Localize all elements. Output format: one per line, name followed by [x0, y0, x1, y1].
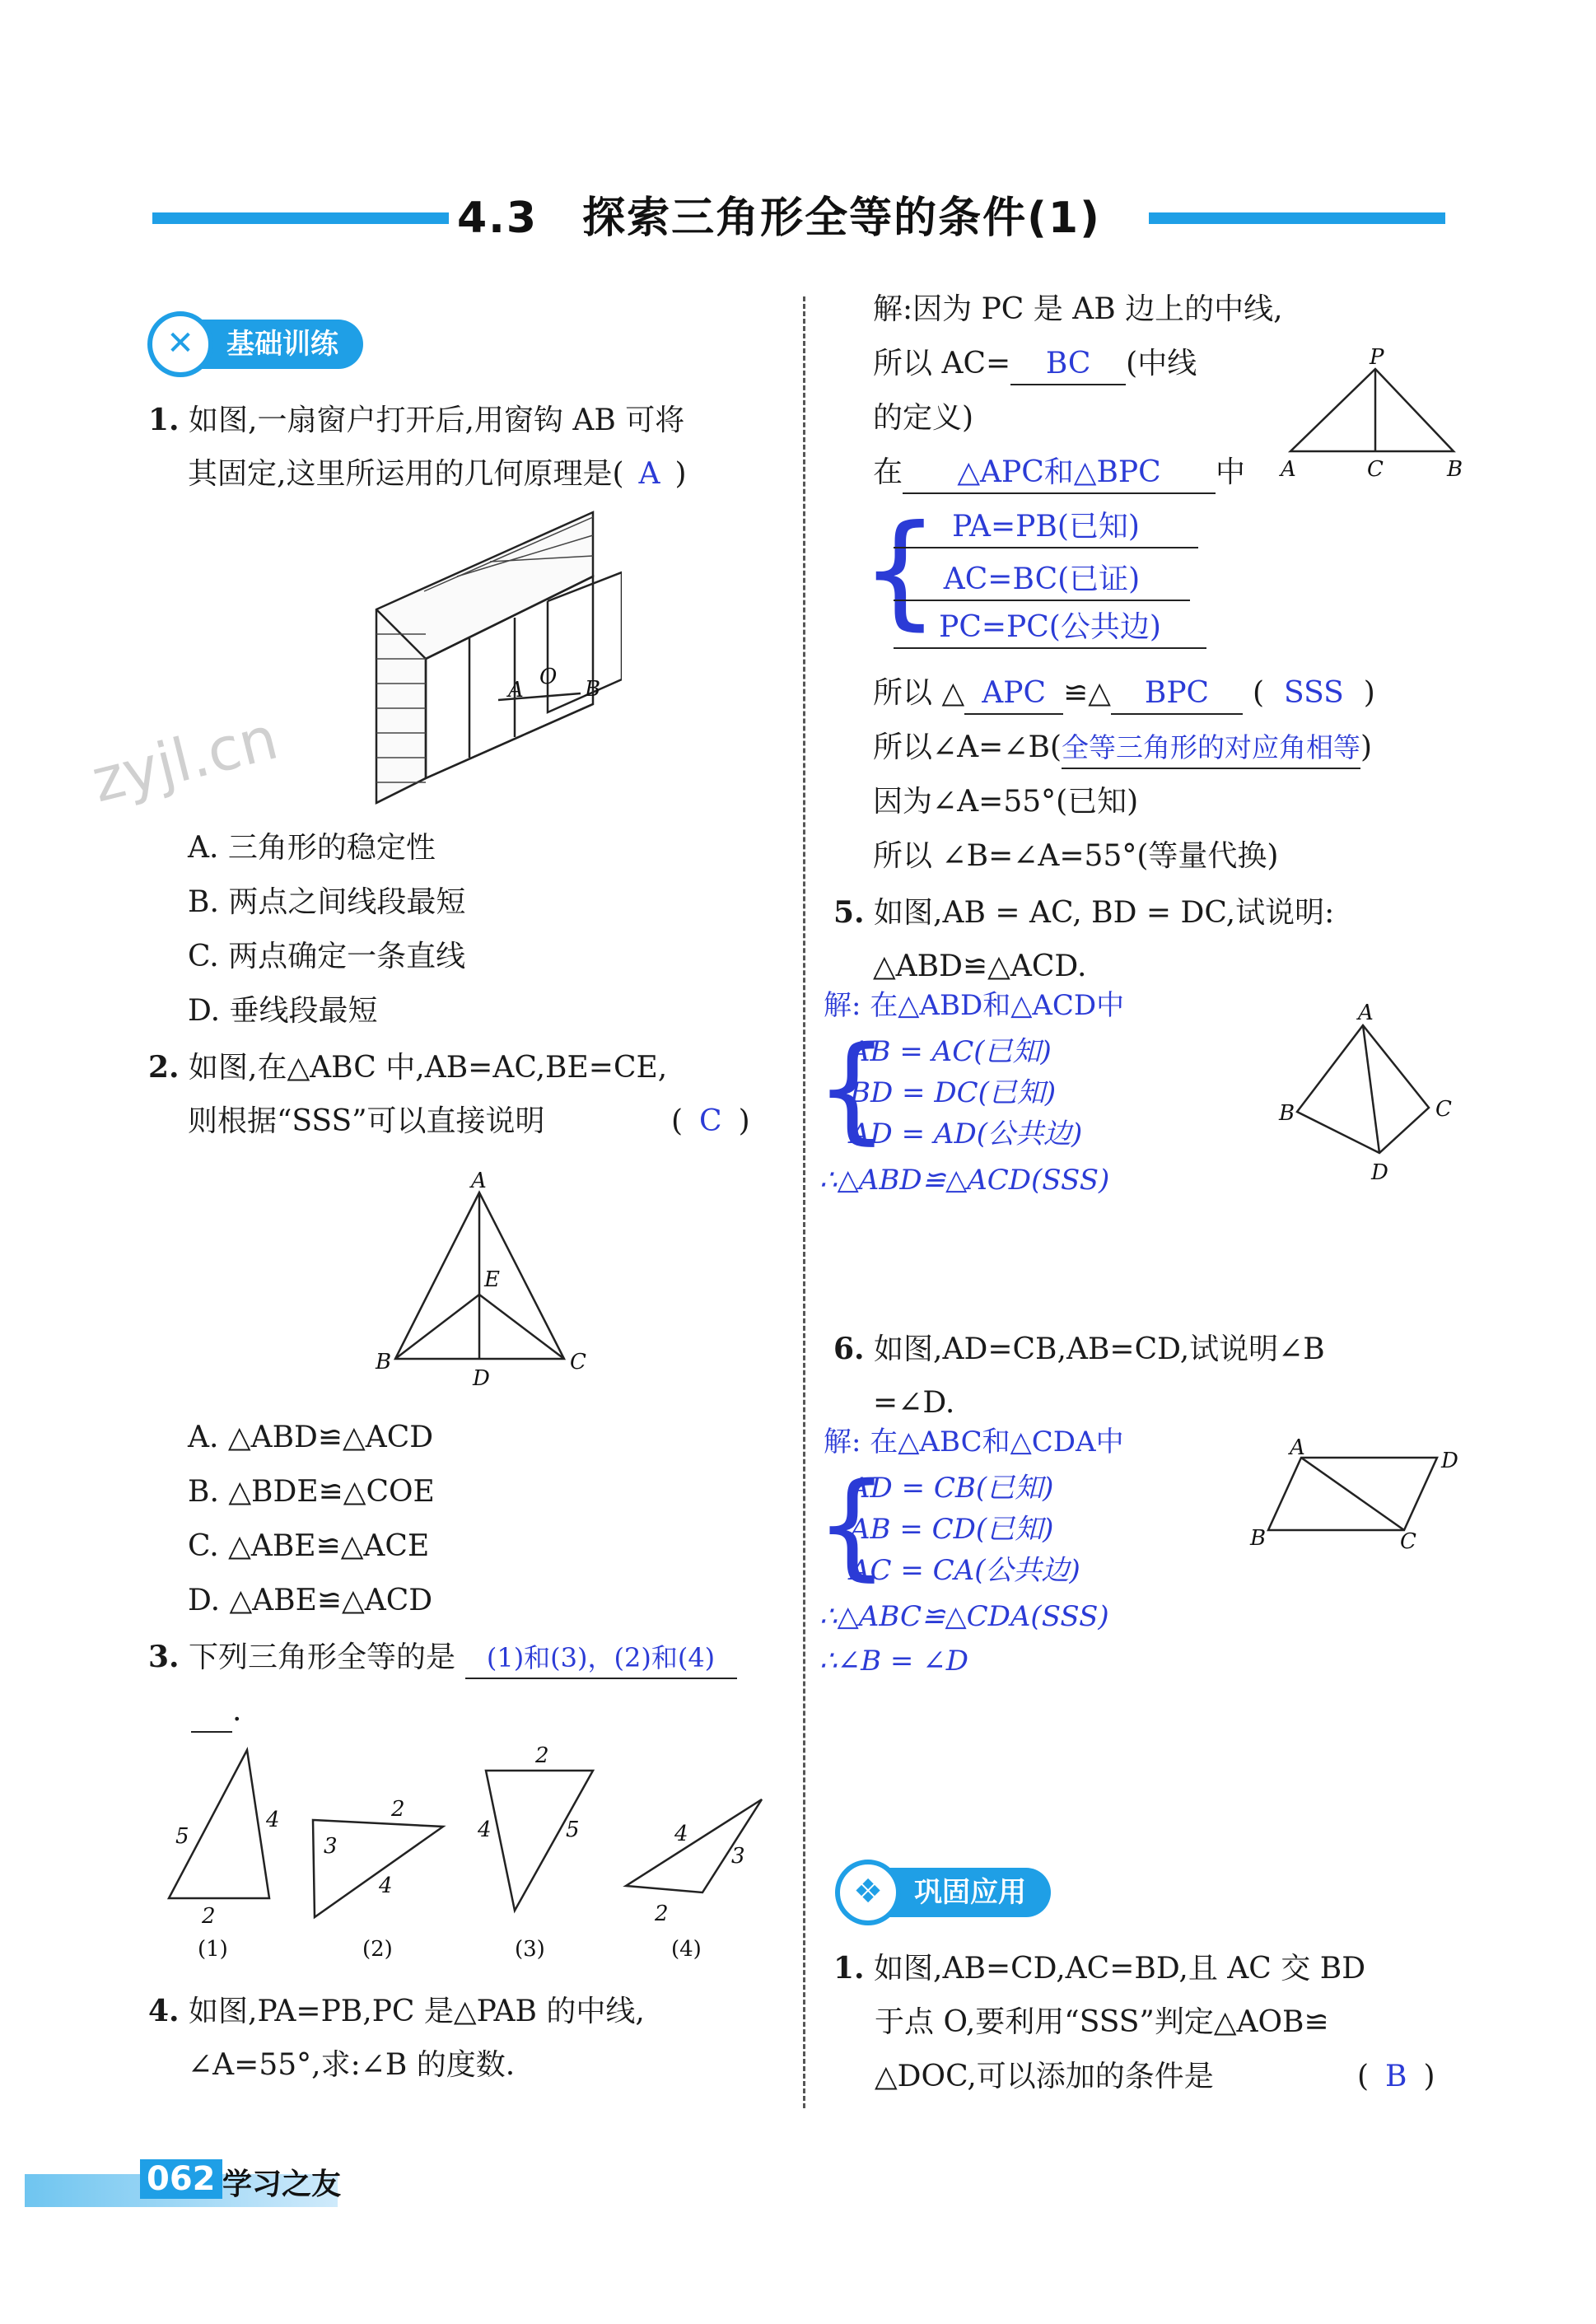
- q6-label-d: D: [1441, 1449, 1458, 1473]
- q5-sol-2: BD = DC(已知): [850, 1076, 1057, 1109]
- q5-sol-0: 解: 在△ABD和△ACD中: [824, 989, 1125, 1022]
- q6-sol-4: ∴△ABC≌△CDA(SSS): [819, 1600, 1109, 1633]
- q6-sol-2: AB = CD(已知): [850, 1513, 1054, 1546]
- t3-caption: (3): [515, 1937, 545, 1962]
- q3-text: 3. 下列三角形全等的是 (1)和(3)，(2)和(4): [148, 1637, 737, 1679]
- t2-caption: (2): [362, 1937, 393, 1962]
- q4-cond-2: AC=BC(已证): [894, 560, 1190, 601]
- q5-label-a: A: [1358, 1001, 1374, 1025]
- q6-parallelogram-figure: [1244, 1433, 1474, 1565]
- q6-text: 6. 如图,AD=CB,AB=CD,试说明∠B: [833, 1332, 1325, 1366]
- q2-label-e: E: [484, 1267, 500, 1292]
- t3-right: 5: [566, 1818, 580, 1842]
- q4-cond-1: PA=PB(已知): [894, 507, 1198, 548]
- q4-sol-6: 所以∠A=∠B(全等三角形的对应角相等): [873, 728, 1372, 769]
- q5-kite-figure: [1272, 996, 1462, 1186]
- q4-sol-7: 因为∠A=55°(已知): [873, 785, 1139, 819]
- q4-sol-4: 在 △APC和△BPC 中: [873, 453, 1245, 494]
- q1-option-d: D. 垂线段最短: [188, 994, 378, 1028]
- q6-label-c: C: [1400, 1529, 1416, 1554]
- q2-label-a: A: [471, 1169, 487, 1193]
- q4-sol-5: 所以 △ APC ≌△ BPC ( SSS ): [873, 674, 1375, 715]
- q6-sol-5: ∴∠B = ∠D: [819, 1645, 968, 1678]
- q4-sol-3: 的定义): [873, 401, 974, 435]
- section-apply-tag: [840, 1868, 1051, 1917]
- q2-text: 2. 如图,在△ABC 中,AB=AC,BE=CE,: [148, 1050, 668, 1085]
- t4-left: 4: [674, 1822, 688, 1846]
- q5-label-c: C: [1435, 1097, 1452, 1122]
- t4-right: 3: [731, 1844, 745, 1869]
- q2-answer: ( C ): [671, 1104, 750, 1138]
- t3-top: 2: [535, 1743, 549, 1768]
- q5-brace: {: [815, 1022, 889, 1156]
- q6-label-b: B: [1250, 1526, 1267, 1551]
- q4-brace: {: [861, 499, 940, 642]
- t1-bottom: 2: [202, 1904, 216, 1929]
- q1-label-a: A: [508, 678, 524, 702]
- apply-q1-answer: ( B ): [1357, 2060, 1435, 2093]
- q4-sol-1: 解:因为 PC 是 AB 边上的中线,: [873, 292, 1283, 326]
- apply-q1-text-2: 于点 O,要利用“SSS”判定△AOB≌: [875, 2005, 1329, 2039]
- q4-text-2: ∠A=55°,求:∠B 的度数.: [188, 2048, 516, 2082]
- q2-label-b: B: [376, 1350, 392, 1374]
- t1-right: 4: [266, 1808, 280, 1832]
- q5-sol-3: AD = AD(公共边): [850, 1118, 1083, 1150]
- q6-sol-1: AD = CB(已知): [850, 1472, 1054, 1505]
- q4-text: 4. 如图,PA=PB,PC 是△PAB 的中线,: [148, 1994, 645, 2028]
- q2-option-b: B. △BDE≌△COE: [188, 1475, 435, 1509]
- q3-answer: (1)和(3)，(2)和(4): [465, 1638, 737, 1679]
- q4-cond-3: PC=PC(公共边): [894, 608, 1206, 649]
- q2-label-d: D: [473, 1366, 490, 1391]
- q2-option-d: D. △ABE≌△ACD: [188, 1584, 433, 1617]
- t2-bottom: 4: [379, 1874, 393, 1898]
- q1-label-b: B: [585, 677, 601, 702]
- t2-left: 3: [324, 1834, 338, 1859]
- q4-sol-8: 所以 ∠B=∠A=55°(等量代换): [873, 839, 1279, 873]
- q3-triangles-figure: [161, 1738, 778, 1968]
- section-basic-label: 基础训练: [226, 328, 338, 361]
- q2-option-a: A. △ABD≌△ACD: [188, 1421, 434, 1454]
- t4-bottom: 2: [655, 1902, 669, 1926]
- t2-top: 2: [391, 1797, 405, 1822]
- basic-icon: ✕: [147, 311, 213, 377]
- t4-caption: (4): [671, 1937, 702, 1962]
- page-title: 4.3 探索三角形全等的条件(1): [457, 194, 1101, 243]
- q4-label-c: C: [1367, 457, 1384, 482]
- q3-text-2: .: [191, 1692, 241, 1733]
- apply-q1-text-3: △DOC,可以添加的条件是: [875, 2060, 1214, 2093]
- q4-triangle-figure: [1272, 344, 1470, 488]
- t1-caption: (1): [198, 1937, 228, 1962]
- q6-text-2: =∠D.: [873, 1386, 955, 1420]
- q4-label-b: B: [1447, 457, 1463, 482]
- q2-triangle-figure: [362, 1169, 601, 1392]
- q1-option-c: C. 两点确定一条直线: [188, 940, 466, 973]
- t3-left: 4: [478, 1818, 492, 1842]
- footer-brand: 学习之友: [222, 2167, 342, 2201]
- section-apply-label: 巩固应用: [914, 1876, 1026, 1909]
- q5-sol-4: ∴△ABD≌△ACD(SSS): [819, 1164, 1110, 1197]
- q1-text: 1. 如图,一扇窗户打开后,用窗钩 AB 可将: [148, 403, 685, 437]
- q6-label-a: A: [1290, 1435, 1305, 1460]
- page-number: 062: [140, 2159, 222, 2199]
- q1-label-o: O: [539, 665, 558, 689]
- q5-sol-1: AB = AC(已知): [850, 1035, 1052, 1068]
- q4-label-a: A: [1281, 457, 1296, 482]
- q2-text-2: 则根据“SSS”可以直接说明: [188, 1104, 545, 1138]
- q6-sol-0: 解: 在△ABC和△CDA中: [824, 1426, 1124, 1458]
- q2-option-c: C. △ABE≌△ACE: [188, 1529, 430, 1563]
- title-bar-right: [1149, 212, 1445, 224]
- section-basic-tag: [152, 320, 363, 369]
- q5-label-b: B: [1279, 1101, 1295, 1126]
- q4-label-p: P: [1370, 345, 1384, 370]
- column-divider: [803, 296, 805, 2108]
- title-bar-left: [152, 212, 449, 224]
- q1-option-a: A. 三角形的稳定性: [188, 831, 436, 865]
- q6-sol-3: AC = CA(公共边): [850, 1554, 1080, 1587]
- q1-window-figure: [375, 511, 622, 807]
- q5-text: 5. 如图,AB = AC, BD = DC,试说明:: [833, 895, 1335, 930]
- t1-left: 5: [175, 1824, 189, 1849]
- apply-icon: ❖: [835, 1860, 901, 1925]
- q5-text-2: △ABD≌△ACD.: [873, 950, 1087, 983]
- q5-label-d: D: [1371, 1160, 1388, 1185]
- watermark: zyjl.cn: [85, 702, 285, 816]
- q2-label-c: C: [570, 1350, 586, 1374]
- q1-option-b: B. 两点之间线段最短: [188, 885, 466, 919]
- apply-q1-text: 1. 如图,AB=CD,AC=BD,且 AC 交 BD: [833, 1951, 1366, 1986]
- q6-brace: {: [815, 1458, 889, 1593]
- q1-text-2: 其固定,这里所运用的几何原理是( A ): [188, 457, 687, 491]
- q4-sol-2: 所以 AC= BC (中线: [873, 344, 1197, 385]
